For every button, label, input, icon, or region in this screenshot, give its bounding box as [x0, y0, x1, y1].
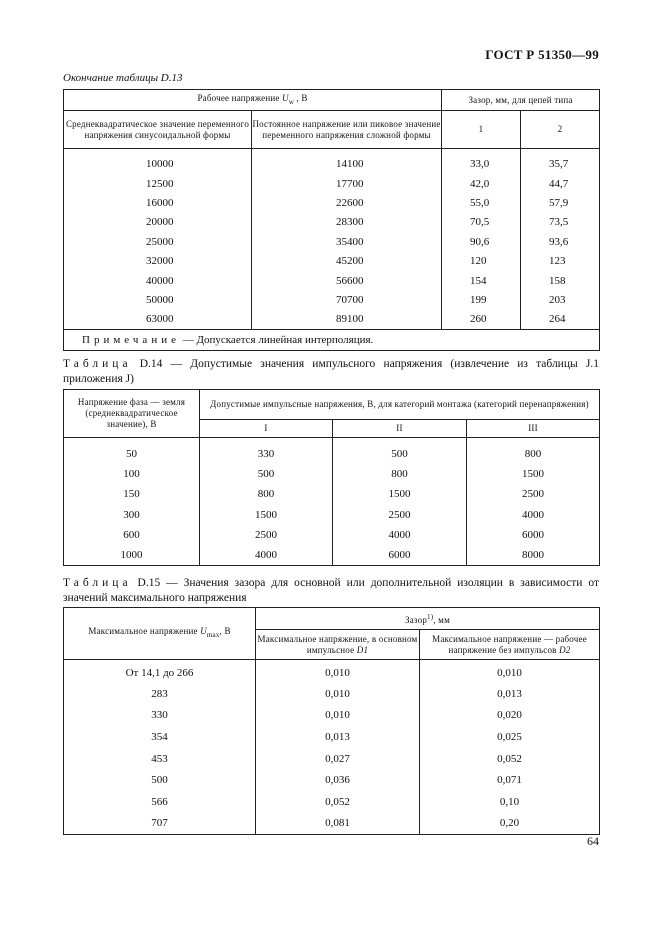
table-row — [64, 504, 600, 524]
d13-cell: 10000 — [64, 149, 252, 174]
d15-cell: 0,013 — [420, 683, 600, 705]
d13-cell: 55,0 — [442, 193, 521, 212]
d13-cell: 89100 — [252, 310, 442, 329]
d15-cell: 0,010 — [420, 660, 600, 684]
d13-cell: 70,5 — [442, 213, 521, 232]
d14-cell: 6000 — [467, 525, 600, 545]
header-category-1: I — [200, 420, 333, 438]
d14-cell: 2500 — [200, 525, 333, 545]
header-gap: Зазор, мм, для цепей типа — [442, 90, 600, 111]
table-d13 — [63, 89, 600, 351]
d15-cell: 566 — [64, 791, 256, 813]
table-row — [64, 813, 600, 835]
table-row — [64, 705, 600, 727]
table-row — [64, 484, 600, 504]
d13-cell: 25000 — [64, 232, 252, 251]
d14-cell: 330 — [200, 438, 333, 464]
table-d13-note: Примечание — Допускается линейная интерполяция. — [64, 329, 600, 350]
d13-cell: 203 — [521, 290, 600, 309]
d15-cell: 0,081 — [256, 813, 420, 835]
table-row — [64, 525, 600, 545]
d15-cell: 0,071 — [420, 769, 600, 791]
d15-cell: 453 — [64, 748, 256, 770]
d13-cell: 90,6 — [442, 232, 521, 251]
d13-cell: 35,7 — [521, 149, 600, 174]
d13-cell: 17700 — [252, 174, 442, 193]
table-row — [64, 271, 600, 290]
d14-cell: 800 — [200, 484, 333, 504]
d13-cell: 32000 — [64, 251, 252, 270]
d15-cell: 0,036 — [256, 769, 420, 791]
d14-cell: 8000 — [467, 545, 600, 565]
header-gap: Зазор$^{1)}$, мм — [256, 608, 600, 630]
d13-cell: 264 — [521, 310, 600, 329]
d14-cell: 2500 — [467, 484, 600, 504]
table-row — [64, 290, 600, 309]
d15-cell: 283 — [64, 683, 256, 705]
header-max-voltage: Максимальное напряжение $U_{max}$, В — [64, 608, 256, 660]
page-number: 64 — [587, 834, 599, 848]
d15-cell: 707 — [64, 813, 256, 835]
header-d1: Максимальное напряжение, в основном импульсное D1 — [256, 630, 420, 660]
d14-cell: 1000 — [64, 545, 200, 565]
table-row — [64, 232, 600, 251]
d14-cell: 500 — [333, 438, 467, 464]
d14-cell: 1500 — [467, 464, 600, 484]
d14-cell: 150 — [64, 484, 200, 504]
header-category-3: III — [467, 420, 600, 438]
d13-cell: 40000 — [64, 271, 252, 290]
table-row — [64, 213, 600, 232]
table-d13-caption: Окончание таблицы D.13 — [63, 72, 183, 84]
d13-cell: 120 — [442, 251, 521, 270]
d14-cell: 2500 — [333, 504, 467, 524]
d14-cell: 800 — [467, 438, 600, 464]
d13-cell: 57,9 — [521, 193, 600, 212]
d13-cell: 45200 — [252, 251, 442, 270]
d15-cell: 0,052 — [420, 748, 600, 770]
table-row — [64, 748, 600, 770]
d14-cell: 4000 — [333, 525, 467, 545]
d13-cell: 158 — [521, 271, 600, 290]
d15-cell: 0,052 — [256, 791, 420, 813]
d13-cell: 33,0 — [442, 149, 521, 174]
d13-cell: 28300 — [252, 213, 442, 232]
d15-cell: 0,013 — [256, 726, 420, 748]
header-category-2: II — [333, 420, 467, 438]
d15-cell: 0,020 — [420, 705, 600, 727]
d13-cell: 93,6 — [521, 232, 600, 251]
table-row — [64, 545, 600, 565]
d13-cell: 123 — [521, 251, 600, 270]
d15-cell: 0,010 — [256, 683, 420, 705]
table-row — [64, 310, 600, 329]
header-rms: Среднеквадратическое значение переменного напряжения синусоидальной формы — [64, 111, 252, 149]
d13-cell: 260 — [442, 310, 521, 329]
d14-cell: 6000 — [333, 545, 467, 565]
d13-cell: 42,0 — [442, 174, 521, 193]
header-working-voltage: Рабочее напряжение $U_w$ , В — [64, 90, 442, 111]
d15-cell: От 14,1 до 266 — [64, 660, 256, 684]
table-row — [64, 769, 600, 791]
table-d15 — [63, 607, 600, 835]
d13-cell: 73,5 — [521, 213, 600, 232]
d13-cell: 199 — [442, 290, 521, 309]
d14-cell: 100 — [64, 464, 200, 484]
table-row — [64, 683, 600, 705]
header-impulse-voltage: Допустимые импульсные напряжения, В, для категорий монтажа (категорий перенапряжения) — [200, 390, 600, 420]
table-row — [64, 251, 600, 270]
d15-cell: 0,025 — [420, 726, 600, 748]
d14-cell: 50 — [64, 438, 200, 464]
d13-cell: 22600 — [252, 193, 442, 212]
d15-cell: 0,10 — [420, 791, 600, 813]
d13-cell: 44,7 — [521, 174, 600, 193]
header-d2: Максимальное напряжение — рабочее напряжение без импульсов D2 — [420, 630, 600, 660]
d15-cell: 500 — [64, 769, 256, 791]
document-id: ГОСТ Р 51350—99 — [485, 47, 599, 62]
table-row — [64, 791, 600, 813]
table-row — [64, 660, 600, 684]
d15-cell: 0,010 — [256, 705, 420, 727]
d14-cell: 1500 — [200, 504, 333, 524]
d14-cell: 300 — [64, 504, 200, 524]
d13-cell: 16000 — [64, 193, 252, 212]
d13-cell: 154 — [442, 271, 521, 290]
d14-cell: 600 — [64, 525, 200, 545]
header-circuit-1: 1 — [442, 111, 521, 149]
d13-cell: 35400 — [252, 232, 442, 251]
table-row — [64, 438, 600, 464]
d13-cell: 12500 — [64, 174, 252, 193]
d15-cell: 0,20 — [420, 813, 600, 835]
table-row — [64, 726, 600, 748]
d13-cell: 70700 — [252, 290, 442, 309]
d14-cell: 4000 — [467, 504, 600, 524]
table-d14 — [63, 389, 600, 566]
table-row — [64, 149, 600, 174]
d14-cell: 800 — [333, 464, 467, 484]
d14-cell: 1500 — [333, 484, 467, 504]
d13-cell: 56600 — [252, 271, 442, 290]
header-peak: Постоянное напряжение или пиковое значение переменного напряжения сложной формы — [252, 111, 442, 149]
d15-cell: 354 — [64, 726, 256, 748]
table-row — [64, 174, 600, 193]
header-phase-voltage: Напряжение фаза — земля (среднеквадратическое значение), В — [64, 390, 200, 438]
d15-cell: 330 — [64, 705, 256, 727]
d15-cell: 0,027 — [256, 748, 420, 770]
d14-cell: 4000 — [200, 545, 333, 565]
table-row — [64, 193, 600, 212]
d13-cell: 20000 — [64, 213, 252, 232]
table-d14-caption: Таблица D.14 — Допустимые значения импульсного напряжения (извлечение из таблицы J.1 приложения J) — [63, 358, 599, 385]
d13-cell: 14100 — [252, 149, 442, 174]
table-row — [64, 464, 600, 484]
table-d15-caption: Таблица D.15 — Значения зазора для основной или дополнительной изоляции в зависимости от значений максимального напряжения — [63, 577, 599, 604]
d13-cell: 50000 — [64, 290, 252, 309]
d14-cell: 500 — [200, 464, 333, 484]
d15-cell: 0,010 — [256, 660, 420, 684]
header-circuit-2: 2 — [521, 111, 600, 149]
d13-cell: 63000 — [64, 310, 252, 329]
